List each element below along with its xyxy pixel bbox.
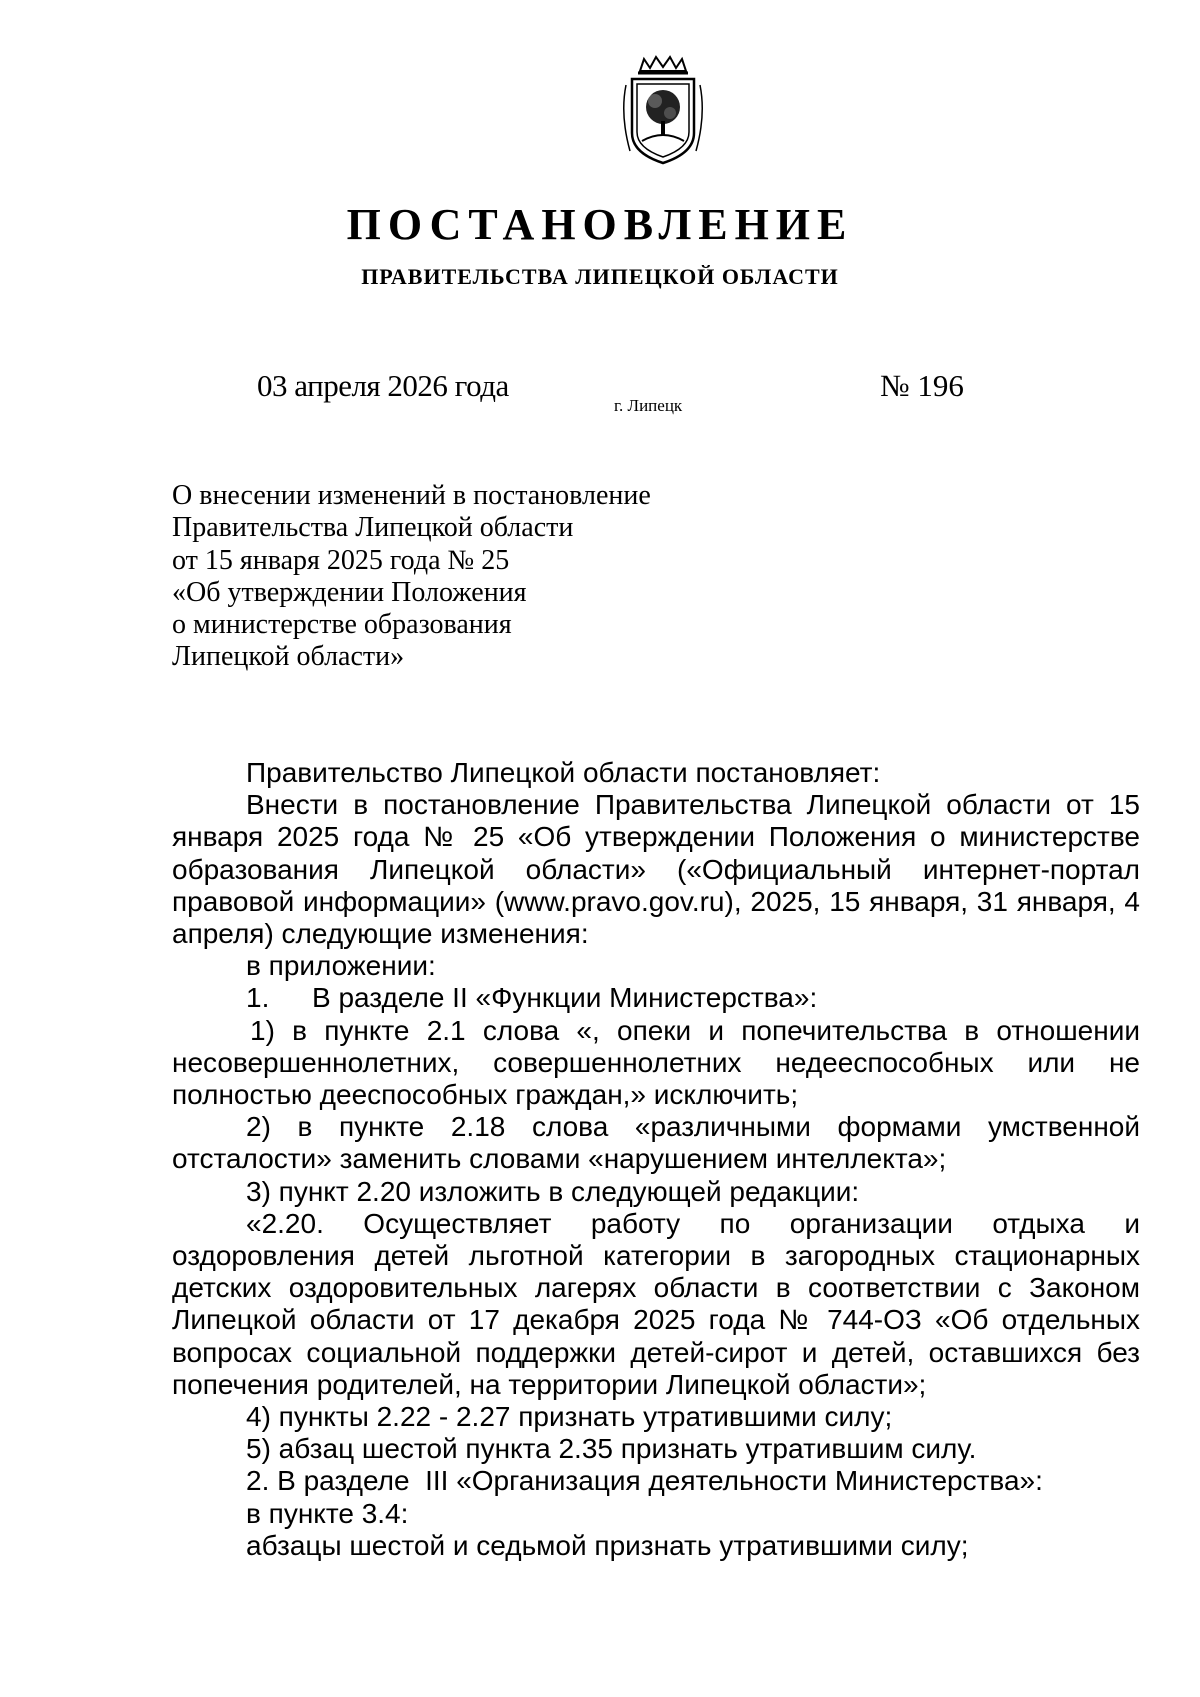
subject-line: о министерстве образования: [172, 609, 512, 641]
document-body: [172, 757, 1140, 1562]
subject-line: «Об утверждении Положения: [172, 576, 527, 608]
paragraph-appendix: в приложении:: [246, 950, 436, 982]
subject-line: Липецкой области»: [172, 641, 405, 673]
paragraph-item-1: 1) в пункте 2.1 слова «, опеки и попечительства в отношении несовершеннолетних, совершеннолетних недееспособных или не полностью дееспособных граждан,» исключить;: [172, 1014, 1140, 1111]
paragraph-item-3: 3) пункт 2.20 изложить в следующей редакции:: [246, 1175, 860, 1207]
item-number: 1.: [246, 982, 270, 1014]
document-subject: [172, 480, 651, 674]
subject-line: О внесении изменений в постановление: [172, 480, 651, 511]
paragraph-decree-intro: Правительство Липецкой области постановляет:: [246, 757, 881, 788]
paragraph-section-2: 2. В разделе III «Организация деятельности Министерства»:: [246, 1465, 1043, 1497]
document-title: ПОСТАНОВЛЕНИЕ: [346, 200, 854, 249]
paragraph-item-4: 4) пункты 2.22 - 2.27 признать утратившими силу;: [246, 1401, 893, 1433]
document-subtitle: ПРАВИТЕЛЬСТВА ЛИПЕЦКОЙ ОБЛАСТИ: [361, 264, 839, 289]
item-text: В разделе II «Функции Министерства»:: [312, 982, 818, 1014]
subject-line: от 15 января 2025 года № 25: [172, 544, 510, 576]
coat-of-arms-icon: [618, 55, 708, 167]
paragraph-amendment: Внести в постановление Правительства Липецкой области от 15 января 2025 года № 25 «Об утверждении Положения о министерстве образования Липецкой области» («Официальный интернет-портал правовой информации» (www.pravo.gov.ru), 2025, 15 января, 31 января, 4 апреля) следующие изменения:: [172, 789, 1140, 950]
paragraph-item-5: 5) абзац шестой пункта 2.35 признать утратившим силу.: [246, 1433, 977, 1465]
paragraph-item-2: 2) в пункте 2.18 слова «различными формами умственной отсталости» заменить словами «нарушением интеллекта»;: [172, 1111, 1140, 1175]
document-number: № 196: [880, 368, 964, 403]
document-date: 03 апреля 2026 года: [257, 368, 509, 403]
paragraph-point-3-4: в пункте 3.4:: [246, 1497, 409, 1529]
paragraph-item-2-20: «2.20. Осуществляет работу по организации отдыха и оздоровления детей льготной категории в загородных стационарных детских оздоровительных лагерях области в соответствии с Законом Липецкой области от 17 декабря 2025 года № 744-ОЗ «Об отдельных вопросах социальной поддержки детей-сирот и детей, оставшихся без попечения родителей, на территории Липецкой области»;: [172, 1207, 1140, 1400]
paragraph-abzacy: абзацы шестой и седьмой признать утратившими силу;: [246, 1529, 969, 1561]
subject-line: Правительства Липецкой области: [172, 512, 574, 544]
paragraph-section-1: [172, 982, 1140, 1014]
document-city: г. Липецк: [614, 396, 683, 415]
